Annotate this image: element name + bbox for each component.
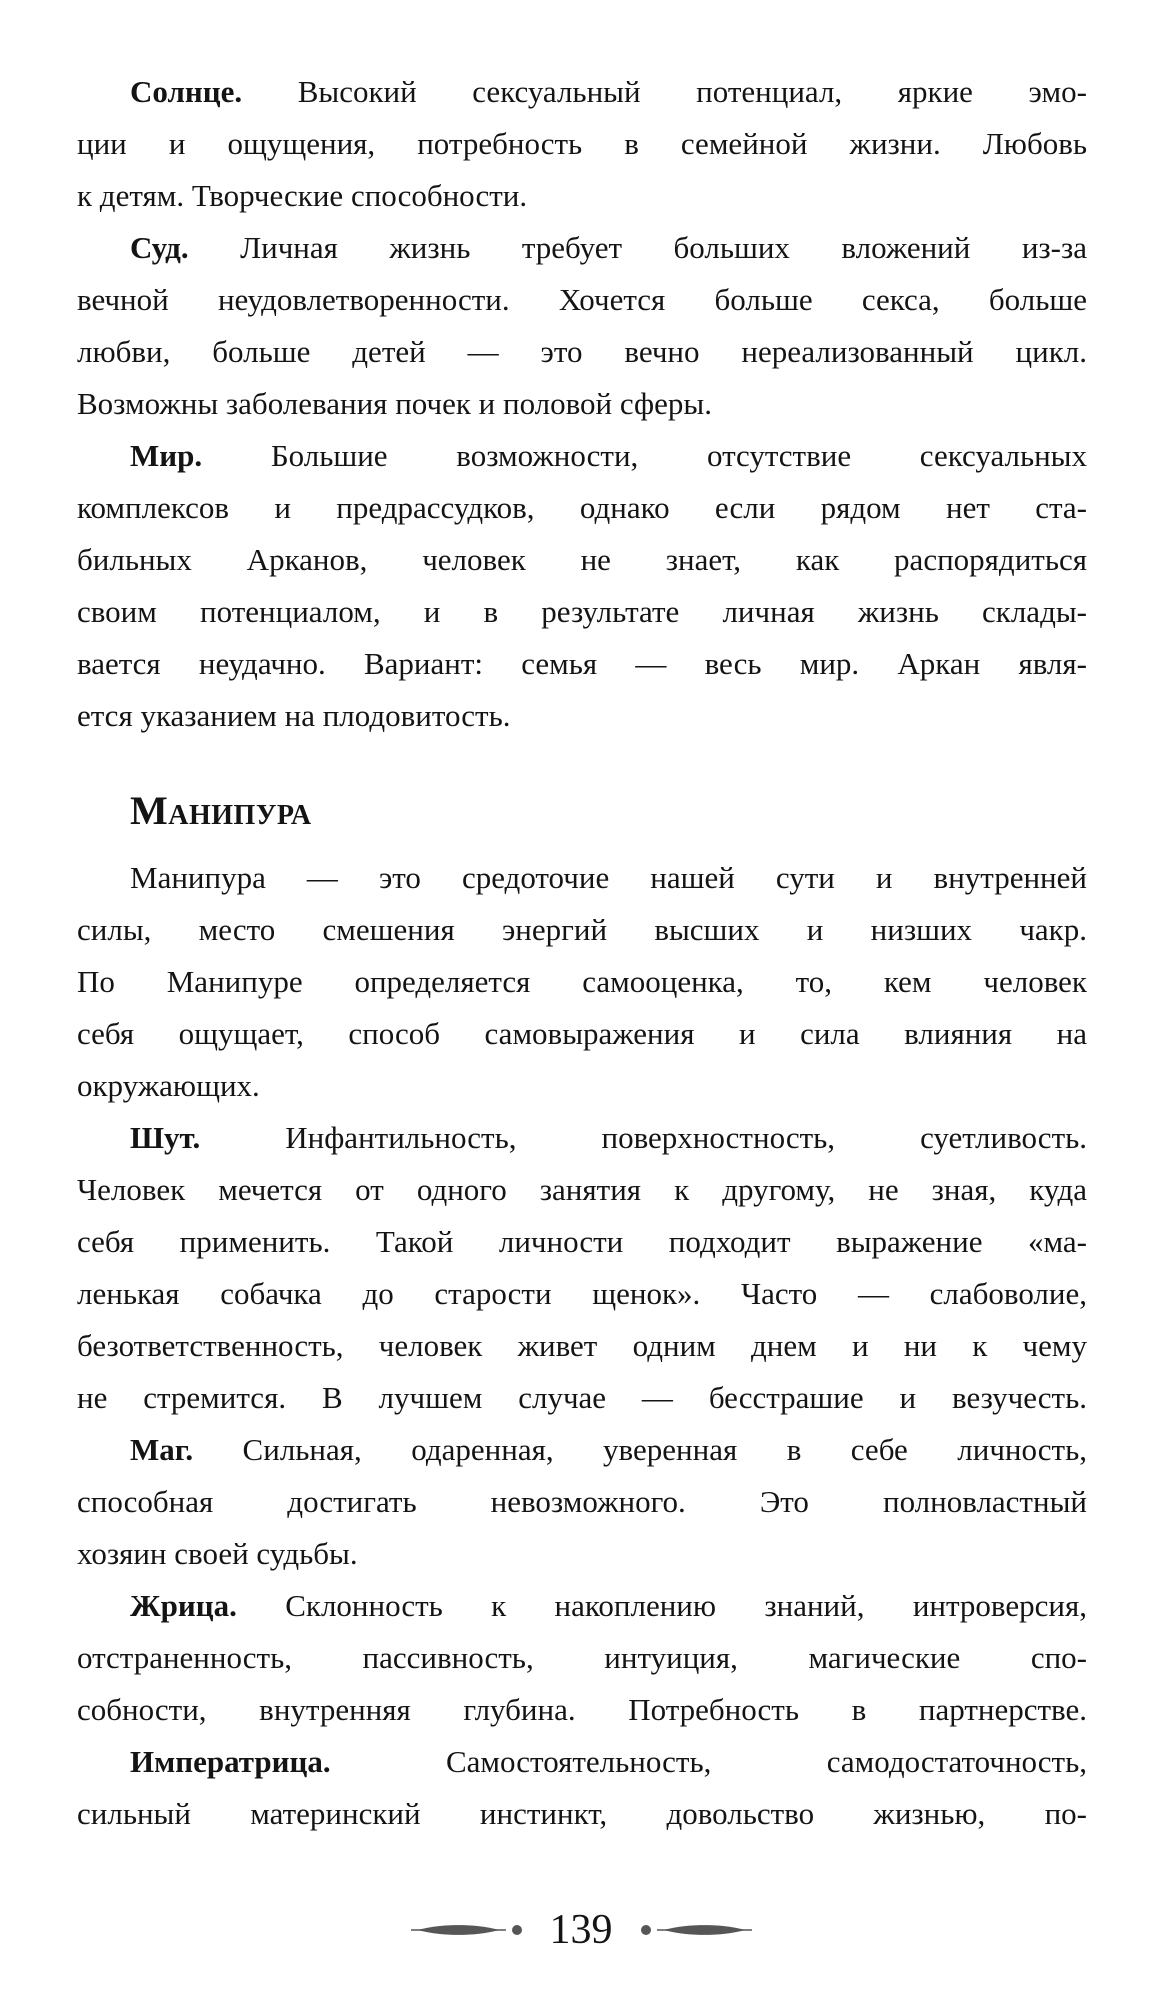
card-name-lead: Жрица. — [130, 1588, 237, 1623]
text-line: хозяин своей судьбы. — [77, 1536, 358, 1571]
card-name-lead: Солнце. — [130, 74, 243, 109]
card-name-lead: Императрица. — [130, 1744, 331, 1779]
text-line — [77, 1424, 1087, 1476]
line-text: Самостоятельность, самодостаточность, — [330, 1744, 1087, 1779]
line-text: Сильная, одаренная, уверенная в себе личность, — [193, 1432, 1087, 1467]
text-line: вечной неудовлетворенности. Хочется больше секса, больше — [77, 282, 1087, 317]
line-text: Склонность к накоплению знаний, интроверсия, — [236, 1588, 1087, 1623]
text-line: бильных Арканов, человек не знает, как распорядиться — [77, 542, 1087, 577]
text-line: собности, внутренняя глубина. Потребность в партнерстве. — [77, 1692, 1087, 1727]
dot-icon — [641, 1925, 651, 1935]
dot-icon — [512, 1925, 522, 1935]
text-block — [77, 66, 1087, 1840]
section-heading: Манипура — [130, 788, 312, 833]
card-name-lead: Маг. — [130, 1432, 194, 1467]
text-line — [77, 222, 1087, 274]
text-line: безответственность, человек живет одним днем и ни к чему — [77, 1328, 1087, 1363]
text-line — [77, 66, 1087, 118]
spindle-divider-left-icon — [411, 1924, 506, 1936]
text-line: своим потенциалом, и в результате личная жизнь склады- — [77, 594, 1087, 629]
text-line — [77, 1112, 1087, 1164]
page-number: 139 — [549, 1907, 613, 1953]
text-line: способная достигать невозможного. Это полновластный — [77, 1484, 1087, 1519]
line-text: Большие возможности, отсутствие сексуальных — [202, 438, 1087, 473]
text-line: отстраненность, пассивность, интуиция, магические спо- — [77, 1640, 1087, 1675]
text-line: себя ощущает, способ самовыражения и сила влияния на — [77, 1016, 1087, 1051]
text-line — [77, 430, 1087, 482]
text-line: любви, больше детей — это вечно нереализованный цикл. — [77, 334, 1087, 369]
text-line: По Манипуре определяется самооценка, то, кем человек — [77, 964, 1087, 999]
text-line: к детям. Творческие способности. — [77, 178, 528, 213]
text-line: ется указанием на плодовитость. — [77, 698, 511, 733]
text-line: вается неудачно. Вариант: семья — весь мир. Аркан явля- — [77, 646, 1087, 681]
line-text: Личная жизнь требует больших вложений из-за — [188, 230, 1087, 265]
card-name-lead: Мир. — [130, 438, 203, 473]
text-line — [77, 1580, 1087, 1632]
spindle-divider-right-icon — [657, 1924, 752, 1936]
text-line: Возможны заболевания почек и половой сферы. — [77, 386, 712, 421]
text-line: себя применить. Такой личности подходит выражение «ма- — [77, 1224, 1087, 1259]
text-line: силы, место смешения энергий высших и низших чакр. — [77, 912, 1087, 947]
line-text: Высокий сексуальный потенциал, яркие эмо- — [242, 74, 1087, 109]
text-line: комплексов и предрассудков, однако если рядом нет ста- — [77, 490, 1087, 525]
text-line: Человек мечется от одного занятия к другому, не зная, куда — [77, 1172, 1087, 1207]
page-footer — [0, 1904, 1162, 1956]
text-line: не стремится. В лучшем случае — бесстрашие и везучесть. — [77, 1380, 1087, 1415]
text-line: ленькая собачка до старости щенок». Часто — слабоволие, — [77, 1276, 1087, 1311]
text-line: сильный материнский инстинкт, довольство жизнью, по- — [77, 1796, 1087, 1831]
text-line: ции и ощущения, потребность в семейной жизни. Любовь — [77, 126, 1087, 161]
card-name-lead: Суд. — [130, 230, 189, 265]
text-line: окружающих. — [77, 1068, 260, 1103]
card-name-lead: Шут. — [130, 1120, 201, 1155]
text-line — [77, 1736, 1087, 1788]
text-line: Манипура — это средоточие нашей сути и внутренней — [130, 860, 1087, 895]
line-text: Инфантильность, поверхностность, суетливость. — [200, 1120, 1087, 1155]
